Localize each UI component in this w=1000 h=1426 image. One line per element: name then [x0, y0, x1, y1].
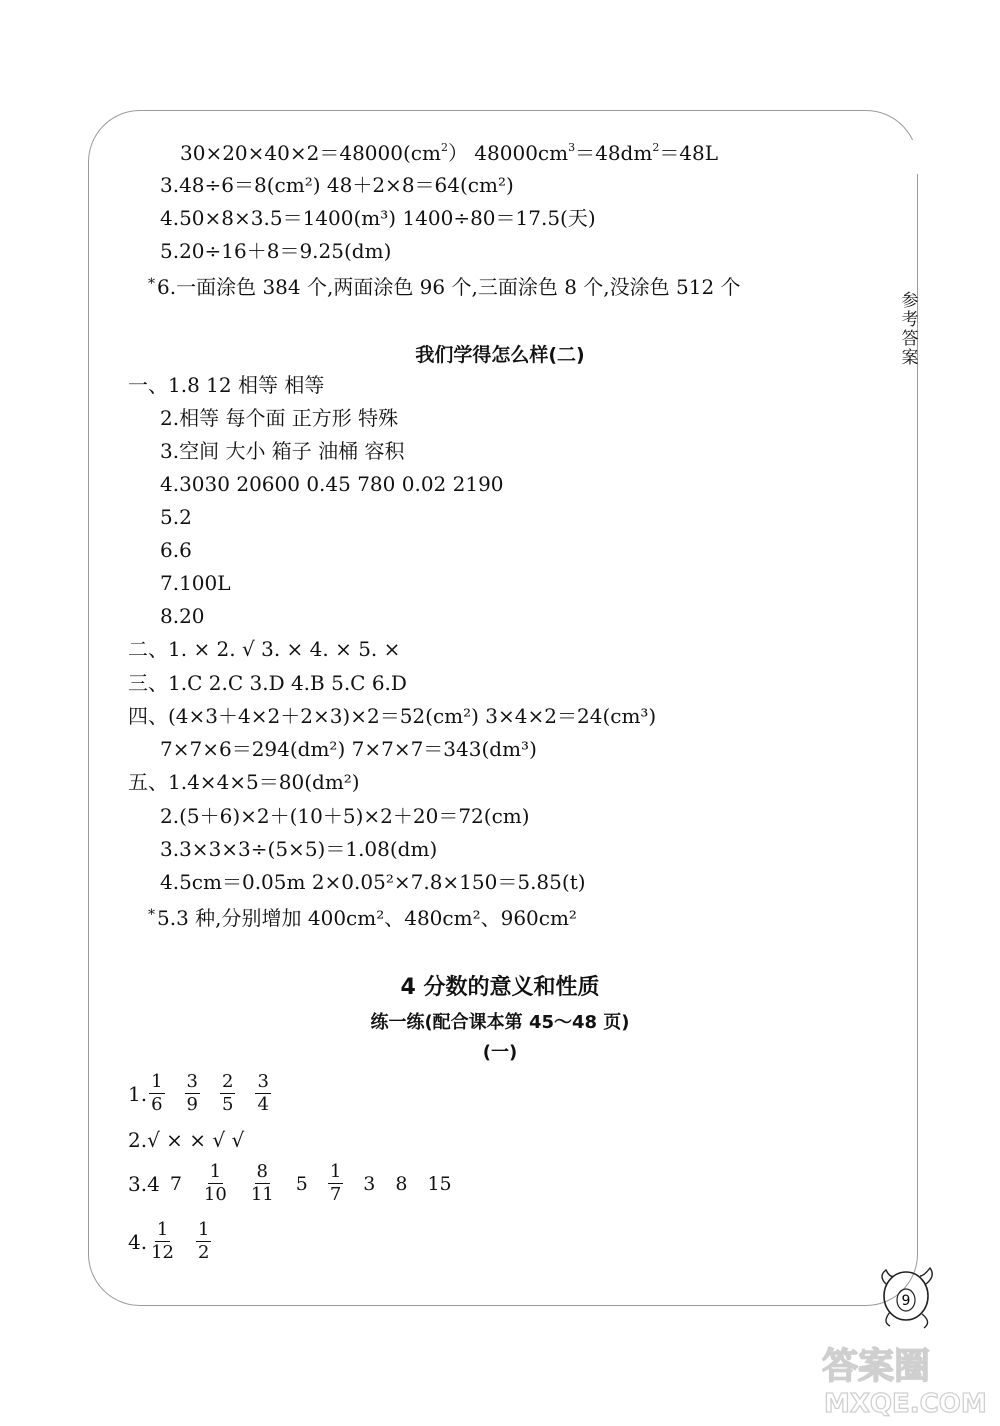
question-1 [128, 1072, 281, 1115]
answer-line: 四、(4×3＋4×2＋2×3)×2＝52(cm²) 3×4×2＝24(cm³) [128, 704, 657, 728]
chapter-title: 4 分数的意义和性质 [400, 975, 600, 1000]
answer-line: 3.3×3×3÷(5×5)＝1.08(dm) [160, 837, 438, 861]
question-2: 2.√ × × √ √ [128, 1128, 245, 1152]
answer-line: 7.100L [160, 571, 231, 595]
answer-line-4: 5.20÷16＋8＝9.25(dm) [160, 239, 392, 263]
page-number: 9 [901, 1293, 911, 1309]
watermark-logo [822, 1338, 992, 1418]
fraction: $\frac{3}{9}$ [186, 1071, 198, 1115]
svg-text:答案圈: 答案圈 [822, 1346, 931, 1387]
answer-line: 4.5cm＝0.05m 2×0.05²×7.8×150＝5.85(t) [160, 870, 586, 894]
answer-line: 7×7×6＝294(dm²) 7×7×7＝343(dm³) [160, 737, 537, 761]
answer-line: 3.空间 大小 箱子 油桶 容积 [160, 439, 405, 463]
answer-line-2: 3.48÷6＝8(cm²) 48＋2×8＝64(cm²) [160, 173, 514, 197]
fraction: $\frac{2}{5}$ [222, 1071, 234, 1115]
question-label: 1. [128, 1081, 148, 1106]
answer-line-3: 4.50×8×3.5＝1400(m³) 1400÷80＝17.5(天) [160, 206, 596, 230]
answer-line: 2.(5＋6)×2＋(10＋5)×2＋20＝72(cm) [160, 804, 530, 828]
answer-line: 一、1.8 12 相等 相等 [128, 373, 325, 397]
fraction: $\frac{8}{11}$ [250, 1161, 274, 1205]
fraction: $\frac{1}{2}$ [198, 1219, 210, 1263]
question-4: 4. $\frac{1}{12}$ $\frac{1}{2}$ [128, 1219, 210, 1263]
answer-line: 5.2 [160, 505, 192, 529]
question-3: 3.4 7 $\frac{1}{10}$ $\frac{8}{11}$ 5 $\frac{1}{7}$ 3 8 15 [128, 1161, 452, 1205]
fraction: $\frac{1}{12}$ [151, 1219, 174, 1263]
section-title: 我们学得怎么样(二) [415, 344, 585, 366]
mascot-icon [872, 1262, 942, 1332]
side-label: 参考答案 [901, 291, 919, 368]
answer-line: * 5.3 种,分别增加 400cm²、480cm²、960cm² [148, 906, 577, 930]
answer-line: 8.20 [160, 604, 205, 628]
answer-line-5: * 6.一面涂色 384 个,两面涂色 96 个,三面涂色 8 个,没涂色 512 个 [148, 275, 741, 299]
fraction: $\frac{3}{4}$ [257, 1071, 269, 1115]
answer-line: 4.3030 20600 0.45 780 0.02 2190 [160, 472, 504, 496]
fraction: $\frac{1}{6}$ [151, 1071, 163, 1115]
fraction: $\frac{1}{7}$ [329, 1161, 342, 1205]
fraction: $\frac{1}{10}$ [203, 1161, 227, 1205]
answer-line: 三、1.C 2.C 3.D 4.B 5.C 6.D [128, 671, 407, 695]
chapter-part: (一) [482, 1042, 518, 1063]
answer-line: 二、1. × 2. √ 3. × 4. × 5. × [128, 637, 401, 661]
chapter-subtitle: 练一练(配合课本第 45～48 页) [370, 1012, 630, 1033]
answer-line: 五、1.4×4×5＝80(dm²) [128, 770, 360, 794]
answer-line: 2.相等 每个面 正方形 特殊 [160, 406, 399, 430]
svg-text:MXQE.COM: MXQE.COM [824, 1389, 987, 1418]
answer-line: 6.6 [160, 538, 192, 562]
border-gap [905, 140, 919, 174]
answer-line-1: $30\times 20\times 40\times 2=48000(cm^2)$ $48000cm^3=48dm^2=48L$ [180, 141, 719, 165]
